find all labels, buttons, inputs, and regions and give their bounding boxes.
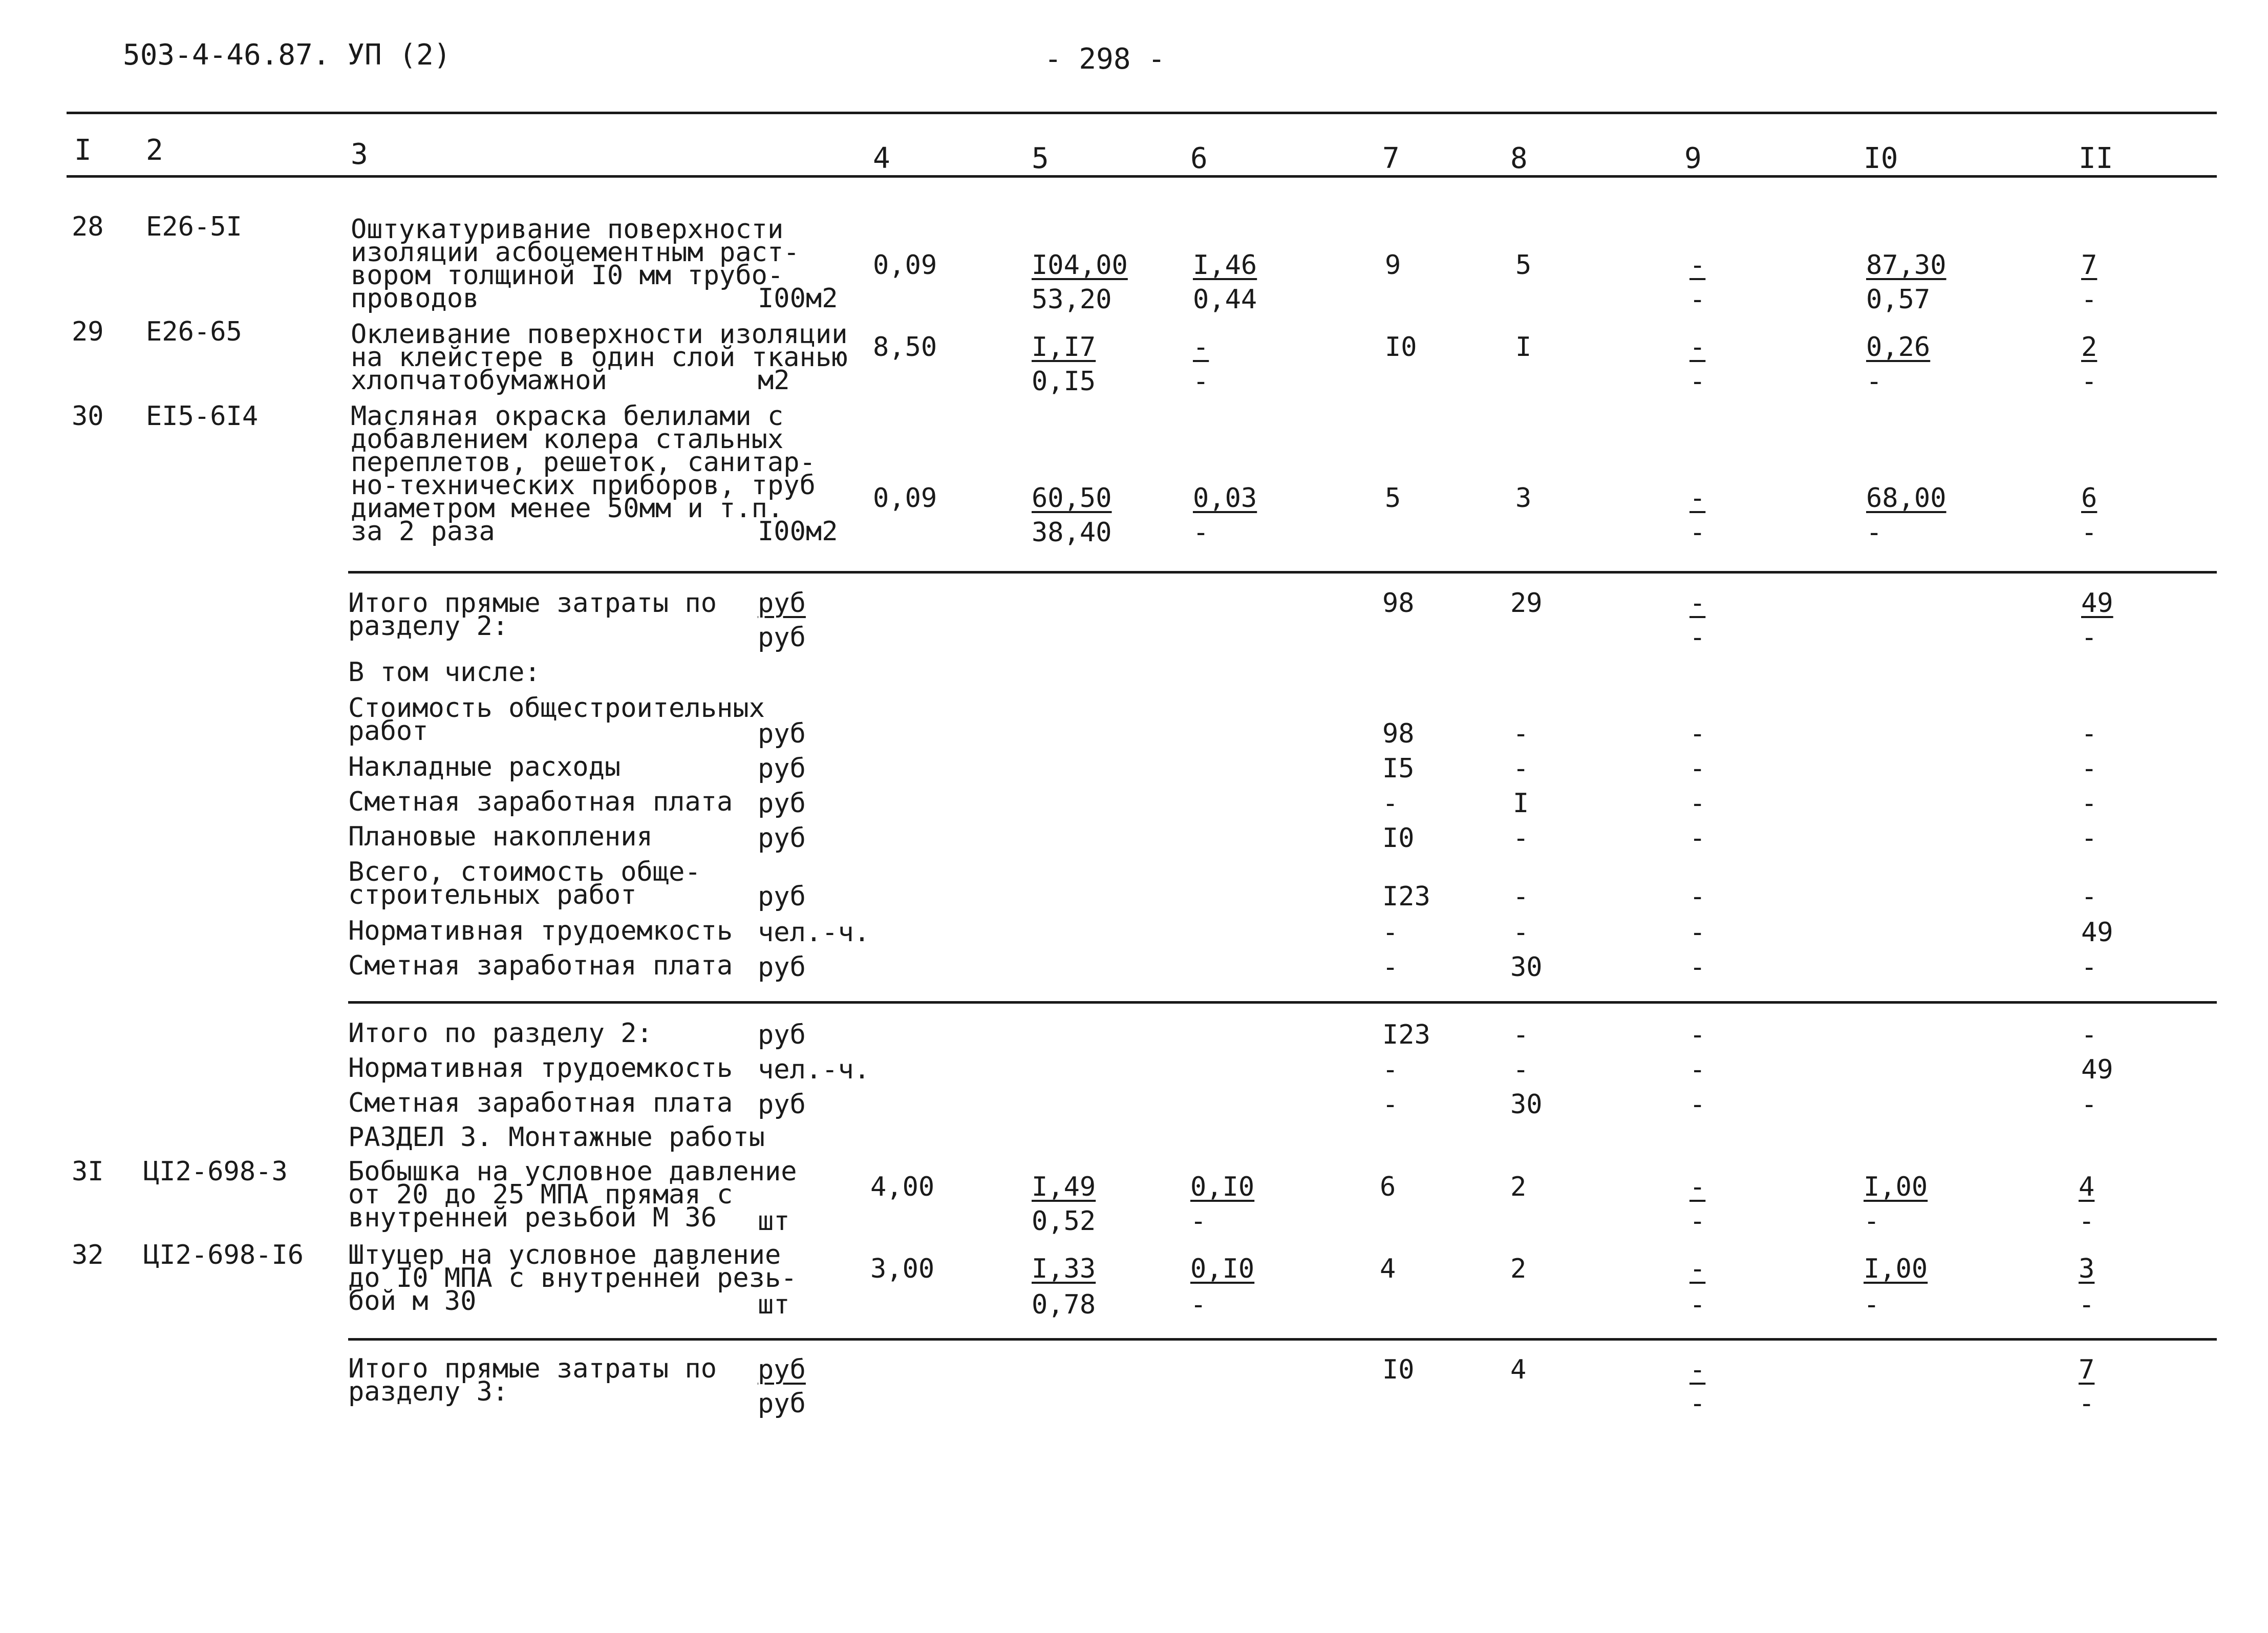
item-desc-line: Масляная окраска белилами с bbox=[351, 401, 784, 432]
rule-after-summary-2 bbox=[348, 1001, 2217, 1004]
item-c9-bot: - bbox=[1689, 1289, 1706, 1320]
including-label: В том числе: bbox=[348, 657, 541, 688]
item-c5-bot: 38,40 bbox=[1032, 517, 1112, 548]
summary-row-c8: - bbox=[1513, 917, 1529, 948]
item-desc-line: проводов bbox=[351, 283, 479, 314]
item-c10-top: I,00 bbox=[1864, 1172, 1928, 1202]
col-header-10: I0 bbox=[1864, 142, 1898, 175]
item-unit: шт bbox=[758, 1289, 790, 1320]
summary-row-label: Сметная заработная плата bbox=[348, 787, 733, 817]
item-c8: 2 bbox=[1510, 1254, 1527, 1284]
col-header-5: 5 bbox=[1032, 142, 1049, 175]
total-row-c11: - bbox=[2081, 1089, 2098, 1120]
item-c9-top: - bbox=[1689, 250, 1706, 281]
summary-label-line: разделу 2: bbox=[348, 611, 509, 642]
summary-c8: 29 bbox=[1510, 588, 1543, 619]
summary-row-c7: I0 bbox=[1382, 823, 1415, 854]
item-c10-top: I,00 bbox=[1864, 1254, 1928, 1284]
summary-row-label: Сметная заработная плата bbox=[348, 950, 733, 981]
item-c7: 4 bbox=[1380, 1254, 1396, 1284]
item-c6-top: 0,03 bbox=[1193, 483, 1257, 514]
item-c10-bot: - bbox=[1864, 1289, 1880, 1320]
item-desc-line: Оклеивание поверхности изоляции bbox=[351, 319, 848, 350]
item-c6-bot: - bbox=[1193, 366, 1209, 397]
item-quantity: 4,00 bbox=[870, 1172, 935, 1202]
item-c11-top: 7 bbox=[2081, 250, 2098, 281]
item-c9-top: - bbox=[1689, 483, 1706, 514]
total-row-unit: чел.-ч. bbox=[758, 1054, 870, 1085]
item-desc-line: Бобышка на условное давление bbox=[348, 1156, 797, 1187]
summary-row-c9: - bbox=[1689, 917, 1706, 948]
item-c11-top: 3 bbox=[2079, 1254, 2095, 1284]
item-desc-line: на клейстере в один слой тканью bbox=[351, 342, 848, 373]
summary-c7: I0 bbox=[1382, 1354, 1415, 1385]
total-row-unit: руб bbox=[758, 1089, 806, 1120]
item-c11-top: 6 bbox=[2081, 483, 2098, 514]
item-c9-bot: - bbox=[1689, 284, 1706, 315]
summary-label-line: разделу 3: bbox=[348, 1376, 509, 1407]
item-c8: 5 bbox=[1515, 250, 1532, 281]
item-c8: 2 bbox=[1510, 1172, 1527, 1202]
col-header-11: II bbox=[2079, 142, 2113, 175]
item-c6-bot: - bbox=[1190, 1289, 1207, 1320]
item-c5-top: I,49 bbox=[1032, 1172, 1096, 1202]
summary-row-c8: 30 bbox=[1510, 952, 1543, 983]
summary-row-c8: - bbox=[1513, 718, 1529, 749]
summary-row-c8: - bbox=[1513, 753, 1529, 784]
item-c11-top: 4 bbox=[2079, 1172, 2095, 1202]
item-num: 30 bbox=[72, 401, 104, 432]
rule-after-item-32 bbox=[348, 1338, 2217, 1341]
item-desc-line: добавлением колера стальных bbox=[351, 424, 784, 455]
summary-row-c9: - bbox=[1689, 788, 1706, 819]
item-c6-bot: - bbox=[1193, 517, 1209, 548]
summary-row-c7: I5 bbox=[1382, 753, 1415, 784]
item-c7: 9 bbox=[1385, 250, 1401, 281]
item-c11-bot: - bbox=[2079, 1289, 2095, 1320]
summary-row-unit: чел.-ч. bbox=[758, 917, 870, 948]
item-c11-bot: - bbox=[2081, 517, 2098, 548]
summary-c9-bot: - bbox=[1689, 1388, 1706, 1419]
total-row-c9: - bbox=[1689, 1089, 1706, 1120]
total-row-label: Сметная заработная плата bbox=[348, 1088, 733, 1118]
item-c5-top: 60,50 bbox=[1032, 483, 1112, 514]
item-c6-top: I,46 bbox=[1193, 250, 1257, 281]
summary-row-c8: I bbox=[1513, 788, 1529, 819]
total-row-c7: I23 bbox=[1382, 1020, 1430, 1050]
summary-row-unit: руб bbox=[758, 881, 806, 912]
summary-row-c7: - bbox=[1382, 952, 1399, 983]
item-desc-line: вором толщиной I0 мм трубо- bbox=[351, 260, 784, 291]
item-desc-line: от 20 до 25 МПА прямая с bbox=[348, 1179, 733, 1210]
total-row-c11: 49 bbox=[2081, 1054, 2113, 1085]
item-unit: м2 bbox=[758, 365, 790, 396]
summary-row-unit: руб bbox=[758, 823, 806, 854]
col-header-9: 9 bbox=[1684, 142, 1702, 175]
summary-c9-top: - bbox=[1689, 1354, 1706, 1385]
col-header-4: 4 bbox=[873, 142, 890, 175]
item-c5-top: I,33 bbox=[1032, 1254, 1096, 1284]
item-code: Е26-65 bbox=[146, 316, 242, 347]
total-row-c8: - bbox=[1513, 1054, 1529, 1085]
item-c6-top: 0,I0 bbox=[1190, 1254, 1255, 1284]
summary-row-label: Стоимость общестроительных bbox=[348, 693, 765, 724]
item-c5-top: I,I7 bbox=[1032, 332, 1096, 363]
item-c10-bot: - bbox=[1866, 517, 1882, 548]
item-c5-bot: 0,78 bbox=[1032, 1289, 1096, 1320]
summary-c8: 4 bbox=[1510, 1354, 1527, 1385]
col-header-6: 6 bbox=[1190, 142, 1208, 175]
item-desc-line: Оштукатуривание поверхности bbox=[351, 214, 784, 245]
item-c10-top: 87,30 bbox=[1866, 250, 1946, 281]
summary-row-c8: - bbox=[1513, 881, 1529, 912]
item-c11-bot: - bbox=[2079, 1206, 2095, 1237]
item-c6-bot: - bbox=[1190, 1206, 1207, 1237]
item-c11-top: 2 bbox=[2081, 332, 2098, 363]
item-c7: 5 bbox=[1385, 483, 1401, 514]
page-number: - 298 - bbox=[1044, 43, 1166, 76]
summary-row-c11: - bbox=[2081, 718, 2098, 749]
doc-code: 503-4-46.87. УП (2) bbox=[123, 38, 451, 72]
item-code: ЕI5-6I4 bbox=[146, 401, 259, 432]
item-c9-top: - bbox=[1689, 1172, 1706, 1202]
total-row-unit: руб bbox=[758, 1020, 806, 1050]
item-code: Е26-5I bbox=[146, 211, 242, 242]
item-c6-top: - bbox=[1193, 332, 1209, 363]
item-c9-bot: - bbox=[1689, 1206, 1706, 1237]
item-c9-top: - bbox=[1689, 332, 1706, 363]
summary-row-label: работ bbox=[348, 716, 429, 747]
item-desc-line: диаметром менее 50мм и т.п. bbox=[351, 493, 784, 524]
summary-unit-top: руб bbox=[758, 1354, 806, 1385]
summary-row-c11: - bbox=[2081, 823, 2098, 854]
summary-row-label: Всего, стоимость обще- bbox=[348, 857, 701, 887]
item-num: 32 bbox=[72, 1240, 104, 1270]
item-c6-top: 0,I0 bbox=[1190, 1172, 1255, 1202]
col-header-1: I bbox=[74, 134, 92, 167]
total-row-c7: - bbox=[1382, 1089, 1399, 1120]
total-row-label: Итого по разделу 2: bbox=[348, 1018, 653, 1049]
rule-top bbox=[67, 112, 2217, 114]
item-desc-line: хлопчатобумажной bbox=[351, 365, 607, 396]
summary-row-unit: руб bbox=[758, 753, 806, 784]
summary-row-c9: - bbox=[1689, 952, 1706, 983]
item-unit: шт bbox=[758, 1206, 790, 1237]
total-row-label: Нормативная трудоемкость bbox=[348, 1053, 733, 1084]
rule-after-item-30 bbox=[348, 571, 2217, 574]
summary-row-c7: 98 bbox=[1382, 718, 1415, 749]
col-header-3: 3 bbox=[351, 138, 368, 171]
item-desc-line: внутренней резьбой М 36 bbox=[348, 1202, 717, 1233]
summary-row-c9: - bbox=[1689, 881, 1706, 912]
item-c5-top: I04,00 bbox=[1032, 250, 1128, 281]
summary-label-line: Итого прямые затраты по bbox=[348, 588, 717, 619]
item-num: 28 bbox=[72, 211, 104, 242]
summary-row-c9: - bbox=[1689, 718, 1706, 749]
section-3-title: РАЗДЕЛ 3. Монтажные работы bbox=[348, 1122, 765, 1153]
total-row-c9: - bbox=[1689, 1020, 1706, 1050]
summary-row-c7: - bbox=[1382, 917, 1399, 948]
total-row-c11: - bbox=[2081, 1020, 2098, 1050]
col-header-8: 8 bbox=[1510, 142, 1528, 175]
summary-row-label: Накладные расходы bbox=[348, 752, 621, 782]
item-c10-bot: 0,57 bbox=[1866, 284, 1931, 315]
total-row-c7: - bbox=[1382, 1054, 1399, 1085]
summary-c11-bot: - bbox=[2081, 622, 2098, 653]
summary-row-c11: 49 bbox=[2081, 917, 2113, 948]
summary-row-c11: - bbox=[2081, 952, 2098, 983]
summary-row-label: Нормативная трудоемкость bbox=[348, 916, 733, 946]
summary-row-c9: - bbox=[1689, 753, 1706, 784]
total-row-c8: 30 bbox=[1510, 1089, 1543, 1120]
item-c10-bot: - bbox=[1864, 1206, 1880, 1237]
item-c9-top: - bbox=[1689, 1254, 1706, 1284]
summary-row-unit: руб bbox=[758, 718, 806, 749]
item-desc-line: за 2 раза bbox=[351, 516, 495, 547]
summary-c11-top: 49 bbox=[2081, 588, 2113, 619]
item-c6-bot: 0,44 bbox=[1193, 284, 1257, 315]
item-c5-bot: 0,I5 bbox=[1032, 366, 1096, 397]
summary-row-label: Плановые накопления bbox=[348, 821, 653, 852]
item-desc-line: до I0 МПА с внутренней резь- bbox=[348, 1263, 797, 1293]
item-quantity: 8,50 bbox=[873, 332, 937, 363]
summary-label-line: Итого прямые затраты по bbox=[348, 1353, 717, 1384]
item-desc-line: но-технических приборов, труб bbox=[351, 470, 816, 501]
summary-c11-bot: - bbox=[2079, 1388, 2095, 1419]
total-row-c9: - bbox=[1689, 1054, 1706, 1085]
item-c10-top: 68,00 bbox=[1866, 483, 1946, 514]
item-quantity: 0,09 bbox=[873, 250, 937, 281]
item-code: ЦI2-698-I6 bbox=[143, 1240, 304, 1270]
item-desc-line: бой м 30 bbox=[348, 1286, 477, 1317]
item-c5-bot: 0,52 bbox=[1032, 1206, 1096, 1237]
item-c8: I bbox=[1515, 332, 1532, 363]
item-c9-bot: - bbox=[1689, 517, 1706, 548]
summary-row-c7: I23 bbox=[1382, 881, 1430, 912]
item-c5-bot: 53,20 bbox=[1032, 284, 1112, 315]
item-unit: I00м2 bbox=[758, 283, 838, 314]
summary-row-c9: - bbox=[1689, 823, 1706, 854]
col-header-7: 7 bbox=[1382, 142, 1400, 175]
summary-row-c11: - bbox=[2081, 753, 2098, 784]
item-c9-bot: - bbox=[1689, 366, 1706, 397]
summary-c7: 98 bbox=[1382, 588, 1415, 619]
item-c7: I0 bbox=[1385, 332, 1417, 363]
summary-unit-bot: руб bbox=[758, 1388, 806, 1419]
summary-row-c8: - bbox=[1513, 823, 1529, 854]
item-c8: 3 bbox=[1515, 483, 1532, 514]
rule-header-bottom bbox=[67, 175, 2217, 178]
item-c10-top: 0,26 bbox=[1866, 332, 1931, 363]
item-c11-bot: - bbox=[2081, 284, 2098, 315]
summary-unit-top: руб bbox=[758, 588, 806, 619]
summary-c11-top: 7 bbox=[2079, 1354, 2095, 1385]
item-c10-bot: - bbox=[1866, 366, 1882, 397]
item-quantity: 3,00 bbox=[870, 1254, 935, 1284]
item-desc-line: изоляции асбоцементным раст- bbox=[351, 237, 800, 268]
summary-row-c11: - bbox=[2081, 788, 2098, 819]
summary-row-c7: - bbox=[1382, 788, 1399, 819]
item-num: 29 bbox=[72, 316, 104, 347]
summary-row-c11: - bbox=[2081, 881, 2098, 912]
summary-row-label: строительных работ bbox=[348, 880, 637, 910]
total-row-c8: - bbox=[1513, 1020, 1529, 1050]
item-unit: I00м2 bbox=[758, 516, 838, 547]
item-code: ЦI2-698-3 bbox=[143, 1156, 288, 1187]
summary-row-unit: руб bbox=[758, 952, 806, 983]
item-c11-bot: - bbox=[2081, 366, 2098, 397]
item-num: 3I bbox=[72, 1156, 104, 1187]
item-desc-line: переплетов, решеток, санитар- bbox=[351, 447, 816, 478]
item-c7: 6 bbox=[1380, 1172, 1396, 1202]
summary-c9-top: - bbox=[1689, 588, 1706, 619]
item-quantity: 0,09 bbox=[873, 483, 937, 514]
summary-unit-bot: руб bbox=[758, 622, 806, 653]
col-header-2: 2 bbox=[146, 134, 163, 167]
item-desc-line: Штуцер на условное давление bbox=[348, 1240, 781, 1270]
summary-c9-bot: - bbox=[1689, 622, 1706, 653]
summary-row-unit: руб bbox=[758, 788, 806, 819]
